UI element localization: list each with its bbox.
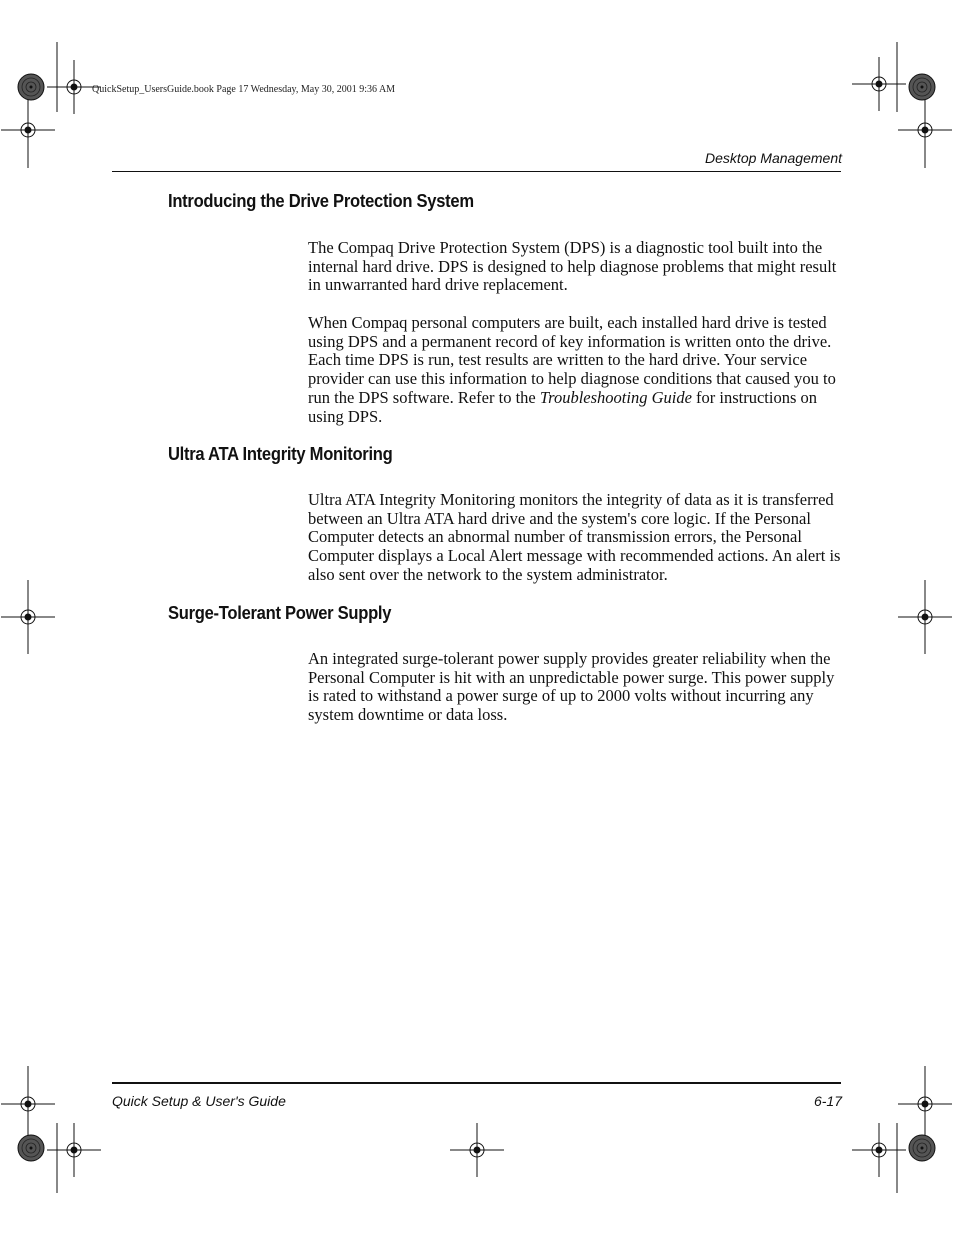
guide-title-italic: Troubleshooting Guide	[539, 387, 692, 407]
text-run: When Compaq personal computers are built, each installed hard drive is tested using DPS and a permanent record of key information is written onto the drive. Each time DPS is run, test results are written to the hard drive. Your service provider can use this information to help diagnose conditions that caused you to run the DPS software. Refer to the	[308, 313, 836, 407]
star-target-icon	[909, 1135, 935, 1161]
running-header: Desktop Management	[705, 150, 842, 166]
header-rule	[112, 171, 841, 172]
registration-mark-icon	[852, 1123, 906, 1177]
section-heading: Introducing the Drive Protection System	[168, 191, 474, 211]
star-target-icon	[18, 1135, 44, 1161]
body-paragraph: Ultra ATA Integrity Monitoring monitors the integrity of data as it is transferred between an Ultra ATA hard drive and the system's core logic. If the Personal Computer detects an abnormal number of transmission errors, the Personal Computer displays a Local Alert message with recommended actions. An alert is also sent over the network to the system administrator.	[308, 490, 841, 584]
body-paragraph: An integrated surge-tolerant power supply provides greater reliability when the Personal Computer is hit with an unpredictable power surge. This power supply is rated to withstand a power surge of up to 2000 volts without incurring any system downtime or data loss.	[308, 649, 835, 725]
registration-mark-icon	[898, 1077, 952, 1131]
star-target-icon	[18, 74, 44, 100]
section-heading: Surge-Tolerant Power Supply	[168, 603, 392, 623]
section-heading: Ultra ATA Integrity Monitoring	[168, 444, 393, 464]
registration-mark-icon	[852, 57, 906, 111]
registration-mark-icon	[898, 590, 952, 644]
footer-book-title: Quick Setup & User's Guide	[112, 1093, 286, 1109]
registration-mark-icon	[450, 1123, 504, 1177]
footer-rule	[112, 1082, 841, 1084]
page-number: 6-17	[813, 1093, 842, 1109]
registration-mark-icon	[1, 590, 55, 644]
text-run: for instructions on using DPS.	[308, 387, 818, 426]
registration-mark-icon	[1, 1077, 55, 1131]
registration-mark-icon	[898, 103, 952, 157]
star-target-icon	[909, 74, 935, 100]
body-paragraph	[308, 314, 842, 426]
body-paragraph: The Compaq Drive Protection System (DPS) is a diagnostic tool built into the internal hard drive. DPS is designed to help diagnose problems that might result in unwarranted hard drive replacement.	[308, 238, 837, 295]
registration-mark-icon	[47, 1123, 101, 1177]
print-slug: QuickSetup_UsersGuide.book Page 17 Wednesday, May 30, 2001 9:36 AM	[92, 84, 396, 95]
registration-mark-icon	[1, 103, 55, 157]
